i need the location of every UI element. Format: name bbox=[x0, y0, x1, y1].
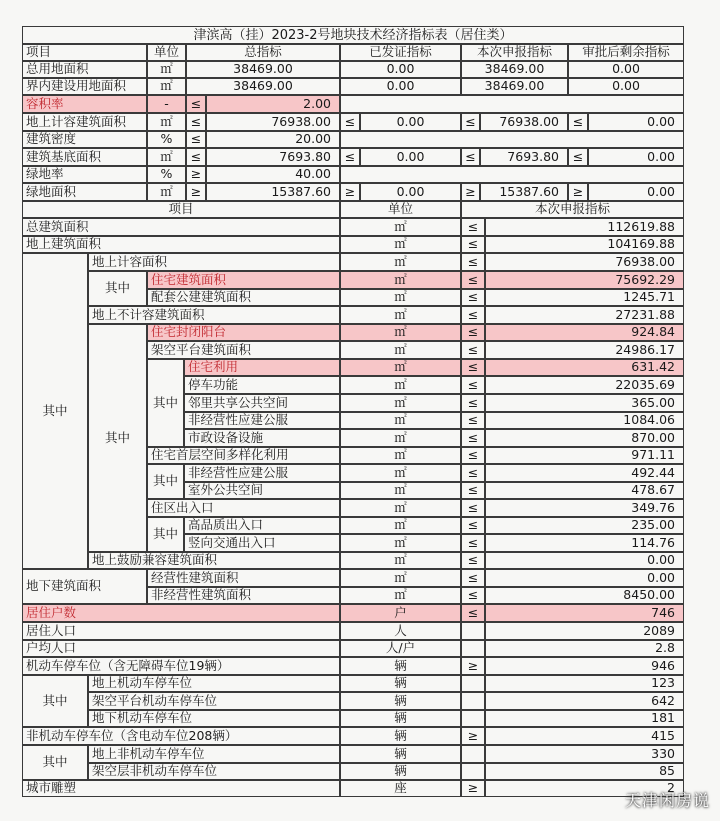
current-value: 38469.00 bbox=[461, 78, 568, 95]
comparison-operator: ≤ bbox=[461, 218, 485, 236]
row-unit: ㎡ bbox=[147, 148, 186, 166]
remaining-value: 0.00 bbox=[588, 148, 684, 166]
row-value: 235.00 bbox=[485, 517, 684, 534]
comparison-operator: ≤ bbox=[461, 236, 485, 253]
row-unit: ㎡ bbox=[340, 412, 461, 429]
row-unit: ㎡ bbox=[340, 253, 461, 271]
row-value: 2089 bbox=[485, 622, 684, 640]
total-value: 38469.00 bbox=[186, 61, 340, 78]
row-value: 478.67 bbox=[485, 482, 684, 499]
row-label: 地上非机动车停车位 bbox=[88, 745, 340, 763]
comparison-operator: ≤ bbox=[461, 552, 485, 569]
row-label: 市政设备设施 bbox=[184, 429, 340, 447]
row-value: 114.76 bbox=[485, 534, 684, 552]
row-unit: ㎡ bbox=[340, 236, 461, 253]
row-label: 架空平台建筑面积 bbox=[147, 341, 340, 359]
row-label: 总建筑面积 bbox=[22, 218, 340, 236]
group-label-qizhong: 其中 bbox=[147, 464, 184, 499]
comparison-operator: ≤ bbox=[340, 148, 360, 166]
row-label: 地上计容面积 bbox=[88, 253, 340, 271]
row-value: 181 bbox=[485, 710, 684, 727]
row-unit: 辆 bbox=[340, 675, 461, 692]
row-label: 住区出入口 bbox=[147, 499, 340, 517]
total-value: 38469.00 bbox=[186, 78, 340, 95]
empty-cell bbox=[340, 131, 684, 148]
row-unit: 辆 bbox=[340, 727, 461, 745]
comparison-operator: ≤ bbox=[461, 534, 485, 552]
row-label: 住宅建筑面积 bbox=[147, 271, 340, 289]
row-label: 容积率 bbox=[22, 95, 147, 113]
comparison-operator: ≤ bbox=[461, 253, 485, 271]
row-label: 非经营性应建公服 bbox=[184, 464, 340, 482]
row-label: 经营性建筑面积 bbox=[147, 569, 340, 587]
total-value: 2.00 bbox=[206, 95, 340, 113]
row-label: 地上计容建筑面积 bbox=[22, 113, 147, 131]
current-value: 76938.00 bbox=[480, 113, 568, 131]
group-label-qizhong: 其中 bbox=[88, 324, 147, 552]
row-label: 非经营性应建公服 bbox=[184, 412, 340, 429]
row-label: 界内建设用地面积 bbox=[22, 78, 147, 95]
row-value: 0.00 bbox=[485, 569, 684, 587]
comparison-operator bbox=[461, 763, 485, 780]
row-label: 绿地面积 bbox=[22, 183, 147, 201]
comparison-operator: ≤ bbox=[186, 148, 206, 166]
comparison-operator bbox=[461, 692, 485, 710]
row-value: 2 bbox=[485, 780, 684, 797]
total-value: 7693.80 bbox=[206, 148, 340, 166]
column-header-item: 项目 bbox=[22, 44, 147, 61]
row-label: 绿地率 bbox=[22, 166, 147, 183]
row-value: 1245.71 bbox=[485, 289, 684, 306]
certified-value: 0.00 bbox=[340, 78, 461, 95]
row-value: 631.42 bbox=[485, 359, 684, 376]
total-value: 20.00 bbox=[206, 131, 340, 148]
row-unit: 辆 bbox=[340, 710, 461, 727]
row-unit: ㎡ bbox=[147, 78, 186, 95]
group-label-underground: 地下建筑面积 bbox=[22, 569, 147, 604]
comparison-operator: ≤ bbox=[461, 587, 485, 604]
row-unit: ㎡ bbox=[340, 482, 461, 499]
row-unit: 辆 bbox=[340, 692, 461, 710]
row-value: 123 bbox=[485, 675, 684, 692]
comparison-operator: ≤ bbox=[340, 113, 360, 131]
row-unit: 辆 bbox=[340, 763, 461, 780]
row-label: 地上鼓励兼容建筑面积 bbox=[88, 552, 340, 569]
comparison-operator: ≤ bbox=[461, 359, 485, 376]
row-unit: ㎡ bbox=[340, 324, 461, 341]
row-unit: 户 bbox=[340, 604, 461, 622]
row-value: 104169.88 bbox=[485, 236, 684, 253]
empty-cell bbox=[340, 166, 684, 183]
comparison-operator: ≤ bbox=[461, 482, 485, 499]
row-label: 地上机动车停车位 bbox=[88, 675, 340, 692]
row-unit: ㎡ bbox=[147, 183, 186, 201]
row-unit: ㎡ bbox=[340, 429, 461, 447]
row-label: 非经营性建筑面积 bbox=[147, 587, 340, 604]
comparison-operator: ≤ bbox=[461, 113, 480, 131]
row-unit: ㎡ bbox=[340, 394, 461, 412]
certified-value: 0.00 bbox=[360, 183, 461, 201]
row-value: 349.76 bbox=[485, 499, 684, 517]
comparison-operator: ≤ bbox=[568, 113, 588, 131]
row-label: 建筑基底面积 bbox=[22, 148, 147, 166]
comparison-operator: ≥ bbox=[461, 657, 485, 675]
comparison-operator: ≤ bbox=[461, 569, 485, 587]
row-unit: 人/户 bbox=[340, 640, 461, 657]
row-unit: ㎡ bbox=[340, 517, 461, 534]
row-value: 870.00 bbox=[485, 429, 684, 447]
certified-value: 0.00 bbox=[360, 148, 461, 166]
remaining-value: 0.00 bbox=[568, 78, 684, 95]
row-value: 746 bbox=[485, 604, 684, 622]
column-header-total: 总指标 bbox=[186, 44, 340, 61]
row-value: 27231.88 bbox=[485, 306, 684, 324]
comparison-operator: ≥ bbox=[461, 183, 480, 201]
comparison-operator: ≤ bbox=[461, 517, 485, 534]
row-unit: ㎡ bbox=[340, 359, 461, 376]
row-value: 1084.06 bbox=[485, 412, 684, 429]
row-unit: ㎡ bbox=[340, 447, 461, 464]
row-unit: ㎡ bbox=[340, 341, 461, 359]
row-unit: % bbox=[147, 131, 186, 148]
row-unit: ㎡ bbox=[340, 534, 461, 552]
row-value: 946 bbox=[485, 657, 684, 675]
row-label: 非机动车停车位（含电动车位208辆） bbox=[22, 727, 340, 745]
row-value: 22035.69 bbox=[485, 376, 684, 394]
comparison-operator: ≥ bbox=[461, 780, 485, 797]
comparison-operator: ≤ bbox=[461, 412, 485, 429]
comparison-operator: ≤ bbox=[461, 289, 485, 306]
current-value: 15387.60 bbox=[480, 183, 568, 201]
comparison-operator: ≤ bbox=[186, 131, 206, 148]
section-header-unit: 单位 bbox=[340, 201, 461, 218]
row-label: 高品质出入口 bbox=[184, 517, 340, 534]
row-unit: ㎡ bbox=[340, 499, 461, 517]
comparison-operator: ≤ bbox=[461, 447, 485, 464]
certified-value: 0.00 bbox=[340, 61, 461, 78]
comparison-operator bbox=[461, 622, 485, 640]
comparison-operator: ≤ bbox=[461, 464, 485, 482]
row-label: 建筑密度 bbox=[22, 131, 147, 148]
row-unit: ㎡ bbox=[340, 587, 461, 604]
comparison-operator: ≥ bbox=[461, 727, 485, 745]
row-value: 642 bbox=[485, 692, 684, 710]
column-header-unit: 单位 bbox=[147, 44, 186, 61]
row-unit: ㎡ bbox=[340, 376, 461, 394]
comparison-operator: ≤ bbox=[461, 429, 485, 447]
column-header-certified: 已发证指标 bbox=[340, 44, 461, 61]
row-label: 总用地面积 bbox=[22, 61, 147, 78]
comparison-operator: ≤ bbox=[461, 394, 485, 412]
row-label: 城市雕塑 bbox=[22, 780, 340, 797]
comparison-operator: ≤ bbox=[461, 324, 485, 341]
row-unit: ㎡ bbox=[340, 464, 461, 482]
comparison-operator: ≤ bbox=[568, 148, 588, 166]
row-unit: 辆 bbox=[340, 745, 461, 763]
row-unit: ㎡ bbox=[340, 569, 461, 587]
section-header-item: 项目 bbox=[22, 201, 340, 218]
remaining-value: 0.00 bbox=[568, 61, 684, 78]
column-header-remaining: 审批后剩余指标 bbox=[568, 44, 684, 61]
row-label: 配套公建建筑面积 bbox=[147, 289, 340, 306]
comparison-operator bbox=[461, 640, 485, 657]
row-value: 8450.00 bbox=[485, 587, 684, 604]
watermark: 天津闲房说 bbox=[624, 791, 710, 810]
certified-value: 0.00 bbox=[360, 113, 461, 131]
row-unit: ㎡ bbox=[147, 113, 186, 131]
remaining-value: 0.00 bbox=[588, 183, 684, 201]
group-label-qizhong: 其中 bbox=[147, 359, 184, 447]
row-label: 户均人口 bbox=[22, 640, 340, 657]
row-label: 地上建筑面积 bbox=[22, 236, 340, 253]
row-label: 室外公共空间 bbox=[184, 482, 340, 499]
group-label-qizhong: 其中 bbox=[147, 517, 184, 552]
row-unit: ㎡ bbox=[340, 271, 461, 289]
section-header-current: 本次申报指标 bbox=[461, 201, 684, 218]
empty-cell bbox=[340, 95, 684, 113]
total-value: 76938.00 bbox=[206, 113, 340, 131]
row-value: 85 bbox=[485, 763, 684, 780]
current-value: 7693.80 bbox=[480, 148, 568, 166]
comparison-operator: ≤ bbox=[461, 306, 485, 324]
row-value: 24986.17 bbox=[485, 341, 684, 359]
row-value: 112619.88 bbox=[485, 218, 684, 236]
row-label: 停车功能 bbox=[184, 376, 340, 394]
comparison-operator: ≤ bbox=[186, 113, 206, 131]
table-title: 津滨高（挂）2023-2号地块技术经济指标表（居住类） bbox=[22, 26, 684, 44]
row-label: 机动车停车位（含无障碍车位19辆） bbox=[22, 657, 340, 675]
row-unit: ㎡ bbox=[340, 218, 461, 236]
row-label: 邻里共享公共空间 bbox=[184, 394, 340, 412]
row-unit: 辆 bbox=[340, 657, 461, 675]
comparison-operator: ≤ bbox=[461, 376, 485, 394]
row-value: 330 bbox=[485, 745, 684, 763]
comparison-operator: ≥ bbox=[568, 183, 588, 201]
row-value: 924.84 bbox=[485, 324, 684, 341]
row-unit: ㎡ bbox=[340, 552, 461, 569]
row-label: 住宅利用 bbox=[184, 359, 340, 376]
row-value: 75692.29 bbox=[485, 271, 684, 289]
row-value: 415 bbox=[485, 727, 684, 745]
row-label: 地下机动车停车位 bbox=[88, 710, 340, 727]
comparison-operator: ≥ bbox=[186, 183, 206, 201]
row-label: 居住户数 bbox=[22, 604, 340, 622]
row-unit: ㎡ bbox=[340, 306, 461, 324]
row-unit: - bbox=[147, 95, 186, 113]
comparison-operator: ≤ bbox=[461, 271, 485, 289]
group-label-qizhong: 其中 bbox=[88, 271, 147, 306]
row-value: 2.8 bbox=[485, 640, 684, 657]
row-unit: ㎡ bbox=[340, 289, 461, 306]
current-value: 38469.00 bbox=[461, 61, 568, 78]
row-value: 492.44 bbox=[485, 464, 684, 482]
comparison-operator: ≥ bbox=[340, 183, 360, 201]
comparison-operator: ≥ bbox=[186, 166, 206, 183]
row-value: 365.00 bbox=[485, 394, 684, 412]
row-label: 地上不计容建筑面积 bbox=[88, 306, 340, 324]
group-label-qizhong: 其中 bbox=[22, 675, 88, 727]
row-label: 居住人口 bbox=[22, 622, 340, 640]
row-label: 竖向交通出入口 bbox=[184, 534, 340, 552]
row-unit: 座 bbox=[340, 780, 461, 797]
comparison-operator bbox=[461, 710, 485, 727]
row-unit: 人 bbox=[340, 622, 461, 640]
row-value: 0.00 bbox=[485, 552, 684, 569]
comparison-operator: ≤ bbox=[461, 148, 480, 166]
comparison-operator: ≤ bbox=[461, 341, 485, 359]
remaining-value: 0.00 bbox=[588, 113, 684, 131]
row-value: 76938.00 bbox=[485, 253, 684, 271]
comparison-operator: ≤ bbox=[461, 604, 485, 622]
comparison-operator bbox=[461, 745, 485, 763]
total-value: 15387.60 bbox=[206, 183, 340, 201]
row-value: 971.11 bbox=[485, 447, 684, 464]
total-value: 40.00 bbox=[206, 166, 340, 183]
row-label: 住宅首层空间多样化利用 bbox=[147, 447, 340, 464]
row-unit: ㎡ bbox=[147, 61, 186, 78]
group-label-qizhong: 其中 bbox=[22, 253, 88, 569]
column-header-current: 本次申报指标 bbox=[461, 44, 568, 61]
comparison-operator: ≤ bbox=[461, 499, 485, 517]
group-label-qizhong: 其中 bbox=[22, 745, 88, 780]
row-label: 架空平台机动车停车位 bbox=[88, 692, 340, 710]
row-label: 住宅封闭阳台 bbox=[147, 324, 340, 341]
row-unit: % bbox=[147, 166, 186, 183]
row-label: 架空层非机动车停车位 bbox=[88, 763, 340, 780]
comparison-operator bbox=[461, 675, 485, 692]
comparison-operator: ≤ bbox=[186, 95, 206, 113]
